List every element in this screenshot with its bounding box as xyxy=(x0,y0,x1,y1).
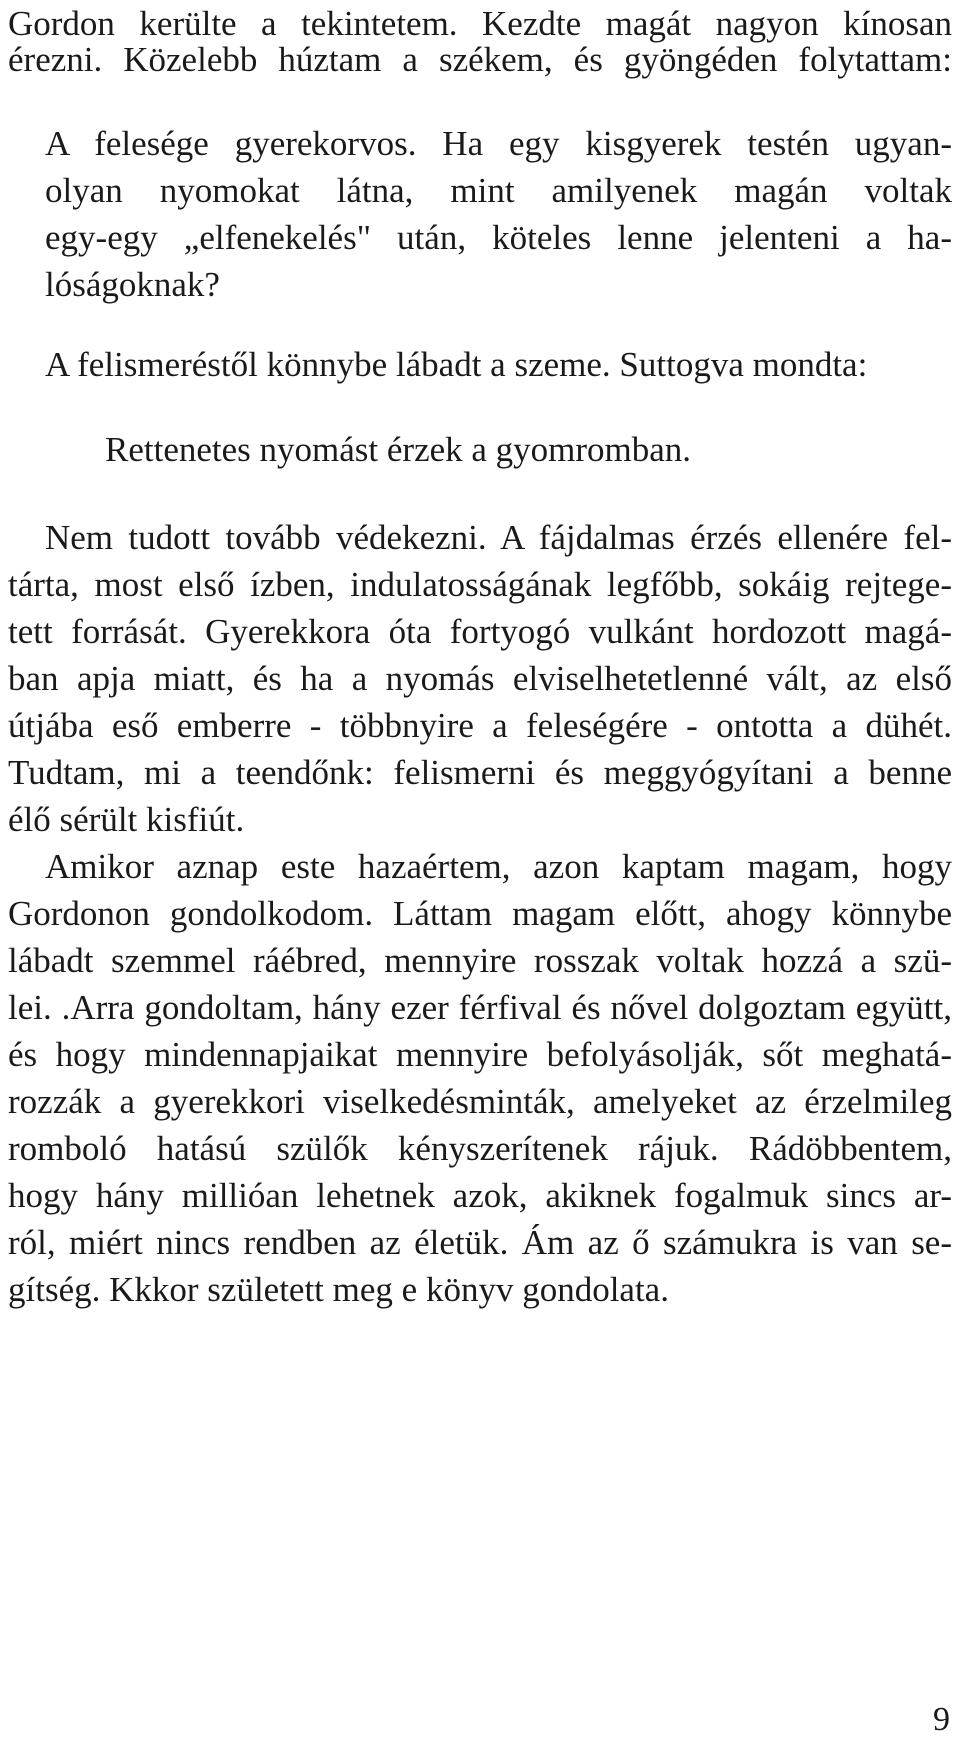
text-line-13: útjába eső emberre - többnyire a feleségére - ontotta a dühét. xyxy=(8,706,952,745)
text-line-22: romboló hatású szülők kényszerítenek rájuk. Rádöbbentem, xyxy=(8,1129,952,1168)
text-line-11: tett forrását. Gyerekkora óta fortyogó vulkánt hordozott magá- xyxy=(8,612,952,651)
text-line-7: A felismeréstől könnybe lábadt a szeme. Suttogva mondta: xyxy=(45,345,868,384)
text-line-6: lóságoknak? xyxy=(45,265,220,304)
text-line-4: olyan nyomokat látna, mint amilyenek magán voltak xyxy=(45,171,952,210)
text-line-25: gítség. Kkkor született meg e könyv gondolata. xyxy=(8,1270,669,1309)
page-number: 9 xyxy=(933,1701,950,1738)
text-line-15: élő sérült kisfiút. xyxy=(8,800,245,839)
text-line-2: érezni. Közelebb húztam a székem, és gyöngéden folytattam: xyxy=(8,40,952,79)
text-line-19: lei. .Arra gondoltam, hány ezer férfival és nővel dolgoztam együtt, xyxy=(8,988,952,1027)
text-line-9: Nem tudott tovább védekezni. A fájdalmas érzés ellenére fel- xyxy=(45,518,952,557)
text-line-18: lábadt szemmel ráébred, mennyire rosszak voltak hozzá a szü- xyxy=(8,941,952,980)
text-line-24: ról, miért nincs rendben az életük. Ám az ő számukra is van se- xyxy=(8,1223,952,1262)
text-line-20: és hogy mindennapjaikat mennyire befolyásolják, sőt meghatá- xyxy=(8,1035,952,1074)
text-line-5: egy-egy „elfenekelés" után, köteles lenne jelenteni a ha- xyxy=(45,218,952,257)
text-line-14: Tudtam, mi a teendőnk: felismerni és meggyógyítani a benne xyxy=(8,753,952,792)
text-line-16: Amikor aznap este hazaértem, azon kaptam magam, hogy xyxy=(45,847,952,886)
text-line-10: tárta, most első ízben, indulatosságának legfőbb, sokáig rejtege- xyxy=(8,565,952,604)
text-line-8: Rettenetes nyomást érzek a gyomromban. xyxy=(105,430,692,469)
text-line-21: rozzák a gyerekkori viselkedésminták, amelyeket az érzelmileg xyxy=(8,1082,952,1121)
text-line-12: ban apja miatt, és ha a nyomás elviselhetetlenné vált, az első xyxy=(8,659,952,698)
text-line-3: A felesége gyerekorvos. Ha egy kisgyerek testén ugyan- xyxy=(45,124,952,163)
text-line-1: Gordon kerülte a tekintetem. Kezdte magát nagyon kínosan xyxy=(8,4,952,43)
text-line-17: Gordonon gondolkodom. Láttam magam előtt, ahogy könnybe xyxy=(8,894,952,933)
text-line-23: hogy hány millióan lehetnek azok, akiknek fogalmuk sincs ar- xyxy=(8,1176,952,1215)
